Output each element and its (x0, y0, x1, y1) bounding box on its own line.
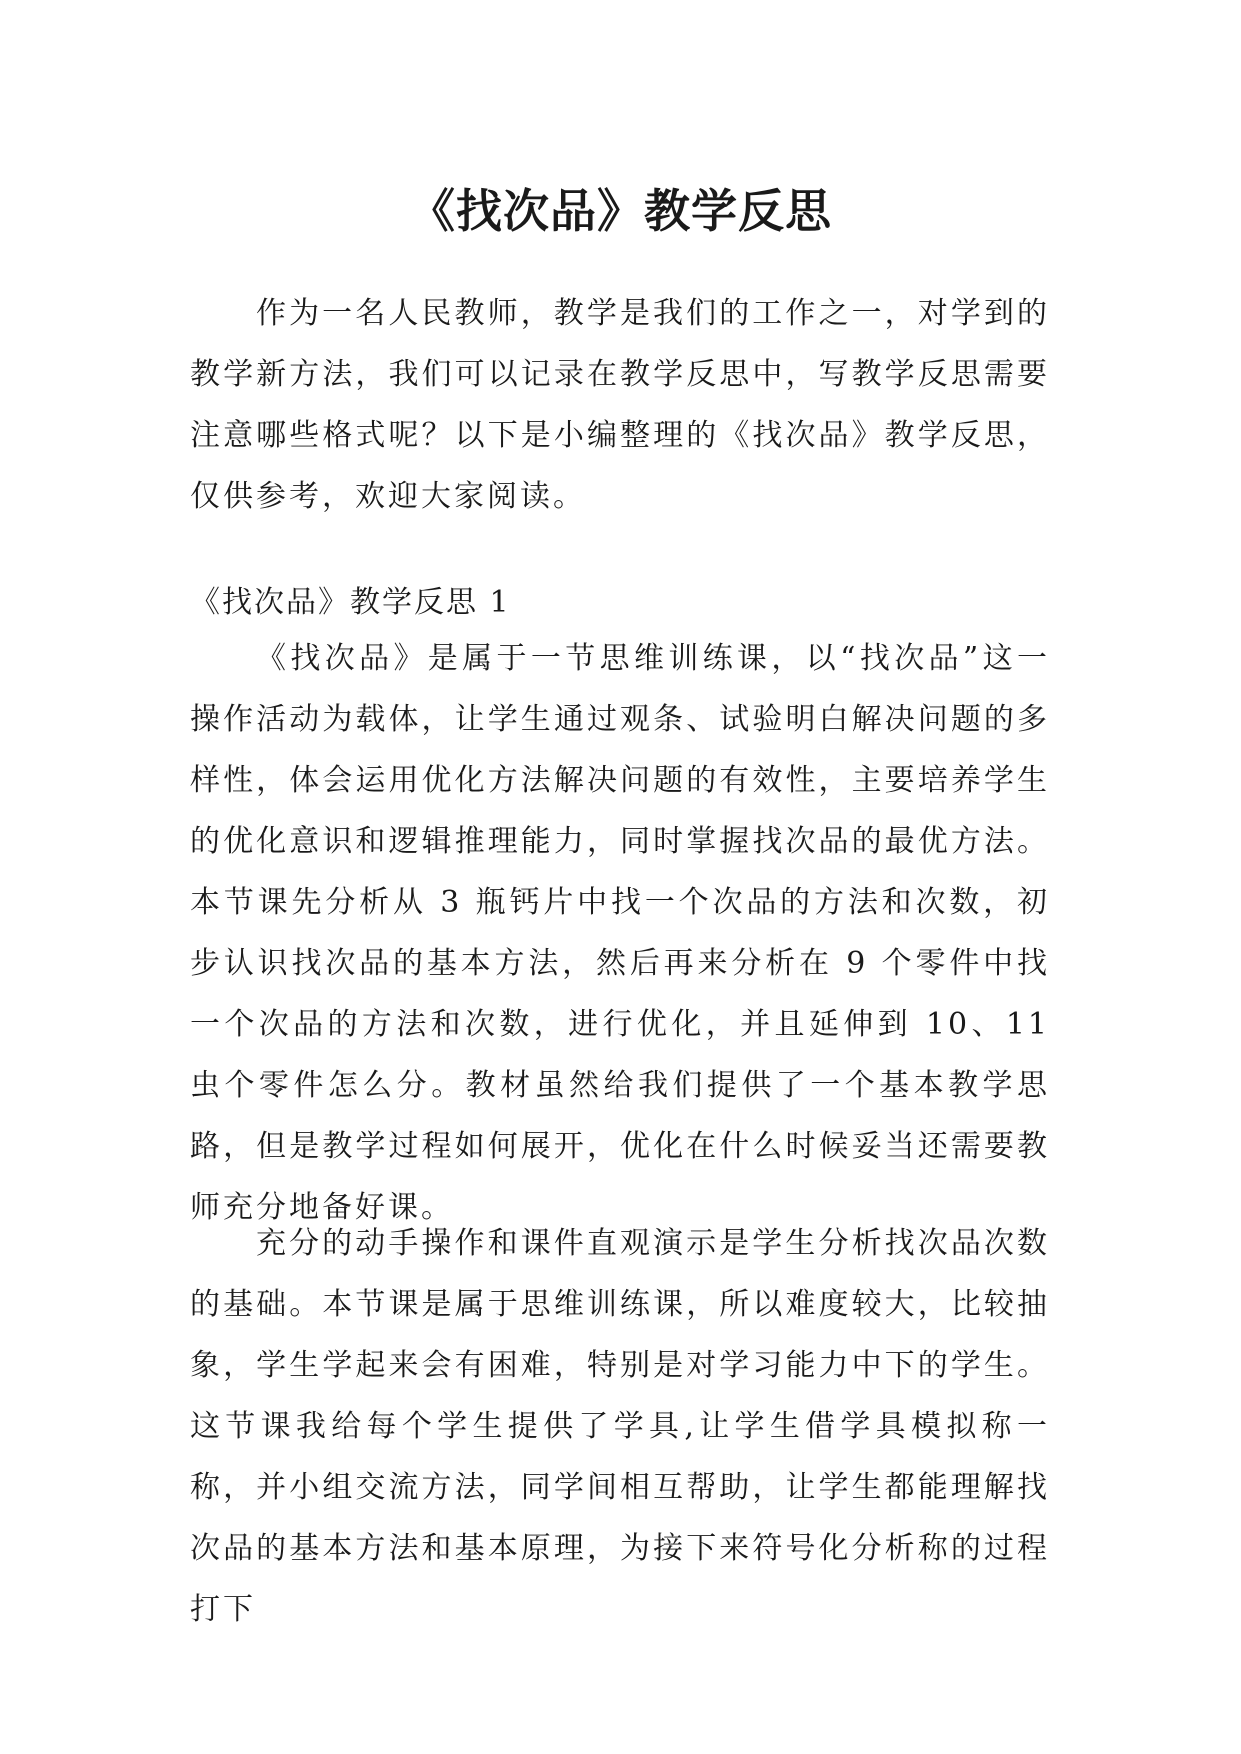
document-title: 《找次品》教学反思 (409, 183, 832, 238)
body-paragraph-1: 《找次品》是属于一节思维训练课，以“找次品”这一操作活动为载体，让学生通过观条、试验明白解决问题的多样性，体会运用优化方法解决问题的有效性，主要培养学生的优化意识和逻辑推理能力，同时掌握找次品的最优方法。本节课先分析从 3 瓶钙片中找一个次品的方法和次数，初步认识找次品的基本方法，然后再来分析在 9 个零件中找一个次品的方法和次数，进行优化，并且延伸到 10、11 虫个零件怎么分。教材虽然给我们提供了一个基本教学思路，但是教学过程如何展开，优化在什么时候妥当还需要教师充分地备好课。 (190, 641, 1050, 1225)
body-paragraph-2: 充分的动手操作和课件直观演示是学生分析找次品次数的基础。本节课是属于思维训练课，所以难度较大，比较抽象，学生学起来会有困难，特别是对学习能力中下的学生。这节课我给每个学生提供了学具,让学生借学具模拟称一称，并小组交流方法，同学间相互帮助，让学生都能理解找次品的基本方法和基本原理，为接下来符号化分析称的过程打下 (190, 1226, 1050, 1627)
intro-paragraph: 作为一名人民教师，教学是我们的工作之一，对学到的教学新方法，我们可以记录在教学反思中，写教学反思需要注意哪些格式呢？以下是小编整理的《找次品》教学反思，仅供参考，欢迎大家阅读。 (190, 296, 1050, 514)
section-heading: 《找次品》教学反思 1 (190, 585, 511, 620)
